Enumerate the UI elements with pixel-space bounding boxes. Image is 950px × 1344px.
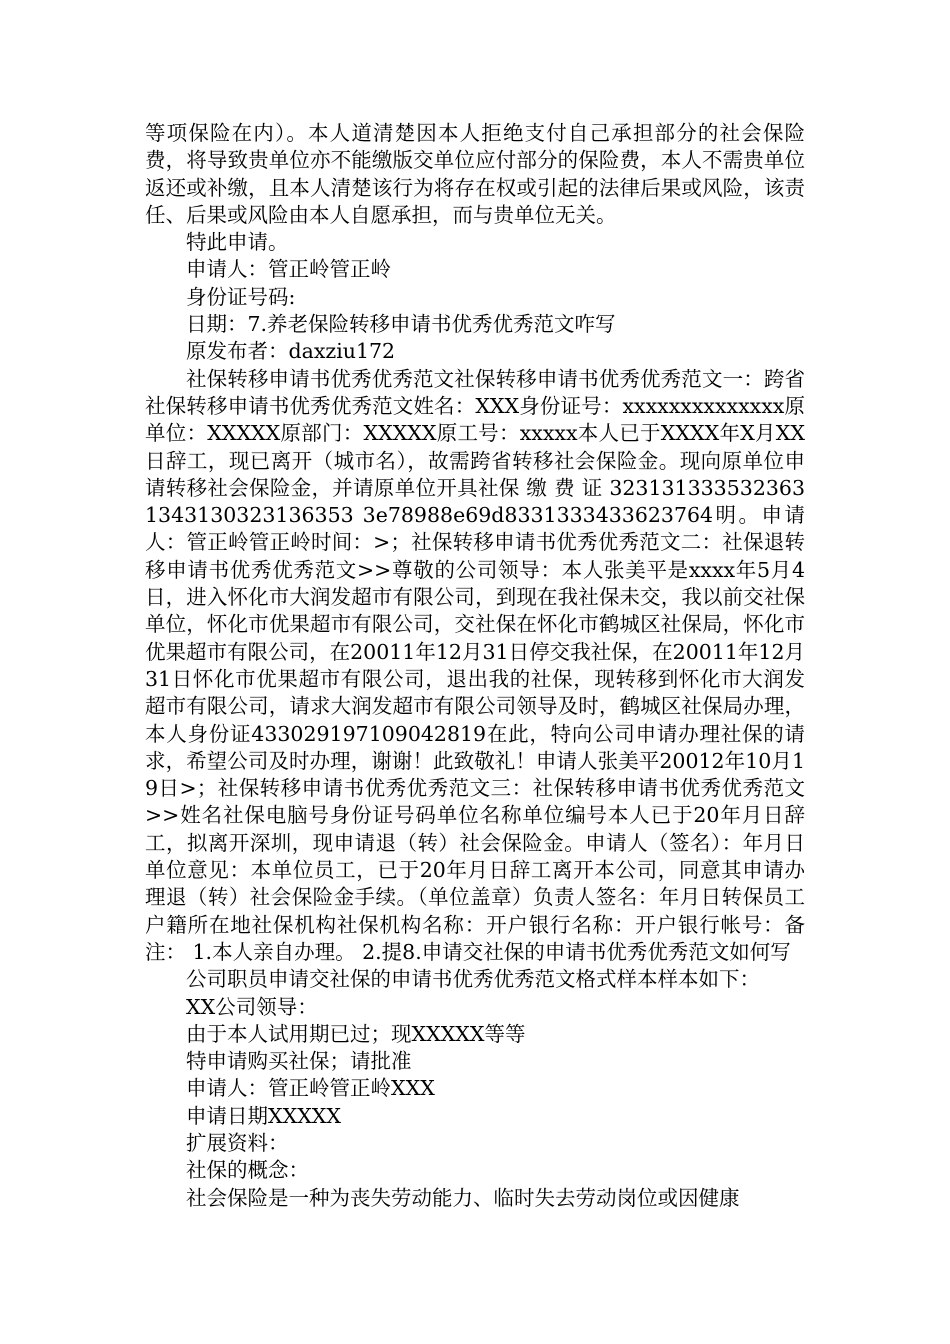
paragraph-concept-text: 社会保险是一种为丧失劳动能力、临时失去劳动岗位或因健康 [186, 1185, 740, 1210]
paragraph-salutation: XX公司领导： [186, 994, 318, 1019]
document-body [145, 120, 805, 1212]
paragraph-concept-heading: 社保的概念： [186, 1158, 309, 1183]
paragraph-id-number: 身份证号码: [186, 284, 296, 309]
paragraph-special-request: 特此申请。 [186, 230, 289, 255]
paragraph-applicant: 申请人：管正岭管正岭 [186, 257, 391, 282]
paragraph-extended-info: 扩展资料： [186, 1130, 289, 1155]
paragraph-original-publisher: 原发布者：daxziu172 [186, 339, 396, 364]
paragraph-probation: 由于本人试用期已过；现XXXXX等等 [186, 1021, 526, 1046]
paragraph-insurance-liability: 等项保险在内）。本人道清楚因本人拒绝支付自己承担部分的社会保险费，将导致贵单位亦不能缴版交单位应付部分的保险费，本人不需贵单位返还或补缴，且本人清楚该行为将存在权或引起的法律后果或风险，该责任、后果或风险由本人自愿承担，而与贵单位无关。 [145, 121, 805, 227]
paragraph-date-heading-7: 日期：7.养老保险转移申请书优秀优秀范文咋写 [186, 312, 616, 337]
paragraph-request-approval: 特申请购买社保；请批准 [186, 1049, 412, 1074]
paragraph-format-sample-intro: 公司职员申请交社保的申请书优秀优秀范文格式样本样本如下： [186, 967, 760, 992]
paragraph-application-date: 申请日期XXXXX [186, 1103, 341, 1128]
paragraph-transfer-samples: 社保转移申请书优秀优秀范文社保转移申请书优秀优秀范文一：跨省社保转移申请书优秀优秀范文姓名：XXX身份证号：xxxxxxxxxxxxxx原单位：XXXXX原部门：XXXXX原工号：xxxxx本人已于XXXX年X月XX日辞工，现已离开（城市名），故需跨省转移社会保险金。现向原单位申请转移社会保险金，并请原单位开具社保 缴 费 证 3231313335323631343130323136353 3e78988e69d8331333433623764明。申请人：管正岭管正岭时间：>；社保转移申请书优秀优秀范文二：社保退转移申请书优秀优秀范文>>尊敬的公司领导：本人张美平是xxxx年5月4日，进入怀化市大润发超市有限公司，到现在我社保未交，我以前交社保单位，怀化市优果超市有限公司，交社保在怀化市鹤城区社保局，怀化市优果超市有限公司，在20011年12月31日停交我社保，在20011年12月31日怀化市优果超市有限公司，退出我的社保，现转移到怀化市大润发超市有限公司，请求大润发超市有限公司领导及时，鹤城区社保局办理，本人身份证433029197109042819在此，特向公司申请办理社保的请求，希望公司及时办理，谢谢！此致敬礼！申请人张美平20012年10月19日>；社保转移申请书优秀优秀范文三：社保转移申请书优秀优秀范文>>姓名社保电脑号身份证号码单位名称单位编号本人已于20年月日辞工，拟离开深圳，现申请退（转）社会保险金。申请人（签名）：年月日单位意见：本单位员工，已于20年月日辞工离开本公司，同意其申请办理退（转）社会保险金手续。（单位盖章）负责人签名：年月日转保员工户籍所在地社保机构社保机构名称：开户银行名称：开户银行帐号：备注： 1.本人亲自办理。 2.提8.申请交社保的申请书优秀优秀范文如何写 [145, 366, 805, 964]
paragraph-applicant-signature: 申请人：管正岭管正岭XXX [186, 1076, 435, 1101]
